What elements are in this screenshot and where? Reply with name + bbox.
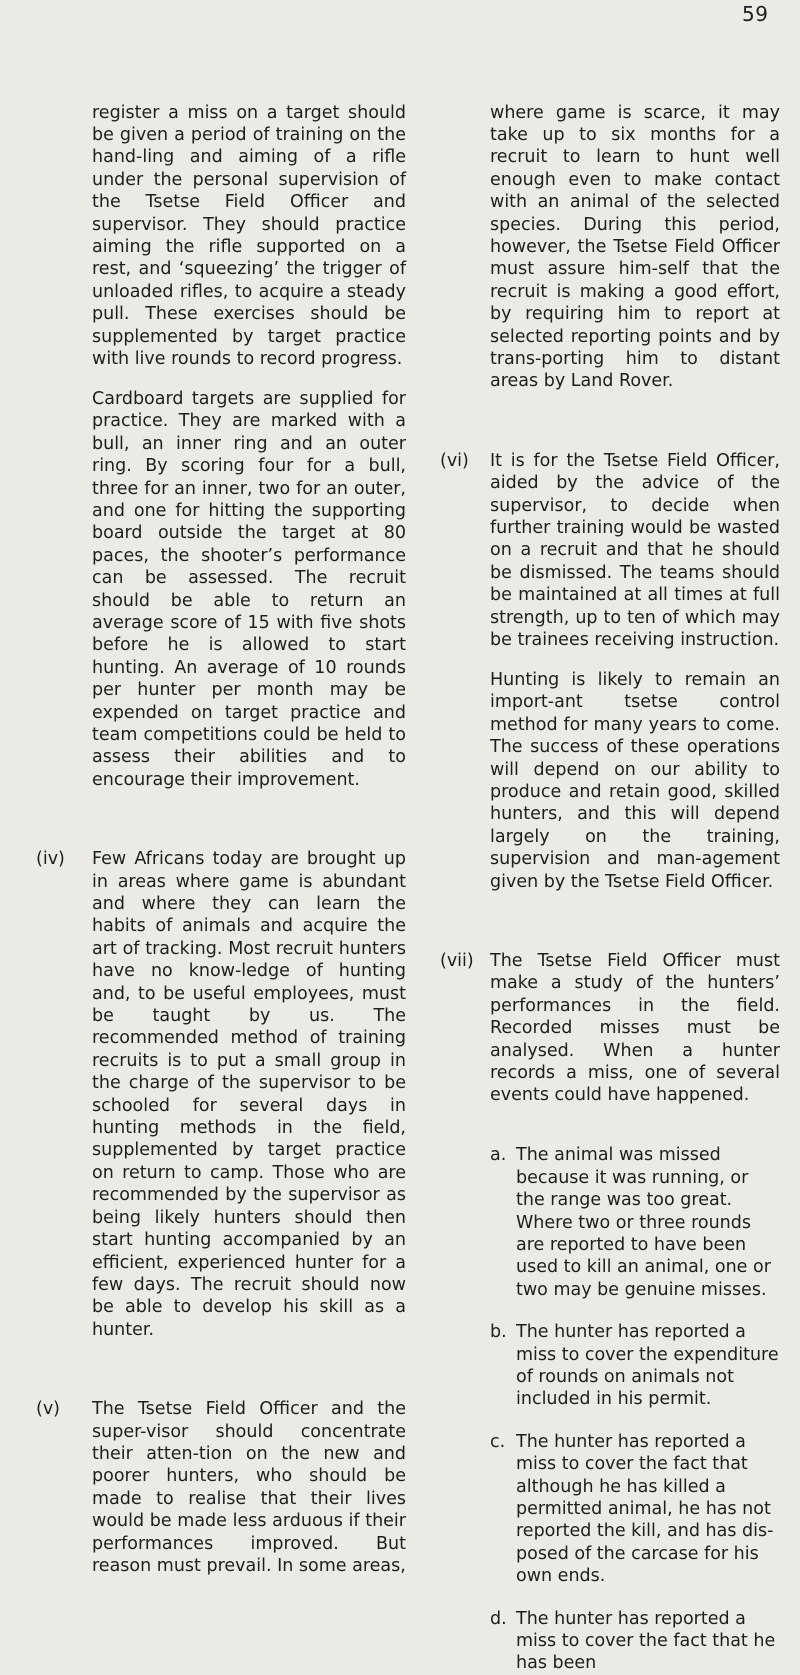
paragraph-text: The Tsetse Field Officer and the super-visor should concentrate their atten-tion on the new and poorer hunters, who should be made to realise that their lives would be made less arduous if their performances improved. But reason must prevail. In some areas,	[92, 1399, 406, 1576]
paragraph-continuation	[440, 102, 780, 393]
subitem-marker: a.	[490, 1145, 507, 1166]
paragraph-text: The Tsetse Field Officer must make a study of the hunters’ performances in the field. Recorded misses must be analysed. When a hunter records a miss, one of several events could have happened.	[490, 951, 780, 1106]
paragraph-continuation	[36, 102, 406, 792]
subitem-marker: d.	[490, 1608, 507, 1629]
page-number: 59	[742, 2, 769, 26]
subitem-marker: b.	[490, 1322, 507, 1343]
subitem-d	[490, 1608, 780, 1675]
paragraph-text: It is for the Tsetse Field Officer, aided by the advice of the supervisor, to decide when further training would be wasted on a recruit and that he should be dismissed. The teams should be maintained at all times at full strength, up to ten of which may be trainees receiving instruction.	[490, 450, 780, 651]
subitem-text: The hunter has reported a miss to cover the fact that although he has killed a permitted animal, he has not reported the kill, and has dis-posed of the carcase for his own ends.	[516, 1431, 774, 1587]
list-item-vii	[440, 950, 780, 1107]
paragraph-text: register a miss on a target should be given a period of training on the hand-ling and aiming of a rifle under the personal supervision of the Tsetse Field Officer and supervisor. They should practice aiming the rifle supported on a rest, and ‘squeezing’ the trigger of unloaded rifles, to acquire a steady pull. These exercises should be supplemented by target practice with live rounds to record progress.	[92, 102, 406, 369]
subitem-a	[490, 1144, 780, 1301]
subitem-b	[490, 1321, 780, 1411]
list-item-iv	[36, 848, 406, 1341]
paragraph-text: Cardboard targets are supplied for practice. They are marked with a bull, an inner ring and an outer ring. By scoring four for a bull, three for an inner, two for an outer, and one for hitting the supporting board outside the target at 80 paces, the shooter’s performance can be assessed. The recruit should be able to return an average score of 15 with five shots before he is allowed to start hunting. An average of 10 rounds per hunter per month may be expended on target practice and team competitions could be held to assess their abilities and to encourage their improvement.	[92, 388, 406, 790]
item-marker: (vi)	[440, 450, 469, 471]
left-column	[36, 84, 406, 1595]
subitem-text: The animal was missed because it was running, or the range was too great. Where two or three rounds are reported to have been used to kill an animal, one or two may be genuine misses.	[516, 1145, 771, 1300]
subitem-text: The hunter has reported a miss to cover the fact that he has been	[516, 1608, 776, 1674]
subitem-c	[490, 1431, 780, 1588]
item-marker: (v)	[36, 1399, 61, 1420]
item-marker: (iv)	[36, 849, 65, 870]
item-marker: (vii)	[440, 951, 474, 971]
list-item-v	[36, 1398, 406, 1577]
paragraph-text: Few Africans today are brought up in areas where game is abundant and where they can learn the habits of animals and acquire the art of tracking. Most recruit hunters have no know-ledge of hunting and, to be useful employees, must be taught by us. The recommended method of training recruits is to put a small group in the charge of the supervisor to be schooled for several days in hunting methods in the field, supplemented by target practice on return to camp. Those who are recommended by the supervisor as being likely hunters should then start hunting accompanied by an efficient, experienced hunter for a few days. The recruit should now be able to develop his skill as a hunter.	[92, 849, 406, 1340]
paragraph-text: where game is scarce, it may take up to six months for a recruit to learn to hunt well enough even to make contact with an animal of the selected species. During this period, however, the Tsetse Field Officer must assure him-self that the recruit is making a good effort, by requiring him to report at selected reporting points and by trans-porting him to distant areas by Land Rover.	[490, 102, 780, 392]
subitem-marker: c.	[490, 1431, 506, 1452]
paragraph-text: Hunting is likely to remain an import-ant tsetse control method for many years to come. The success of these operations will depend on our ability to produce and retain good, skilled hunters, and this will depend largely on the training, supervision and man-agement given by the Tsetse Field Officer.	[490, 669, 780, 892]
subitem-text: The hunter has reported a miss to cover the expenditure of rounds on animals not included in his permit.	[516, 1322, 779, 1410]
list-item-vi	[440, 450, 780, 893]
right-column	[440, 84, 780, 1675]
